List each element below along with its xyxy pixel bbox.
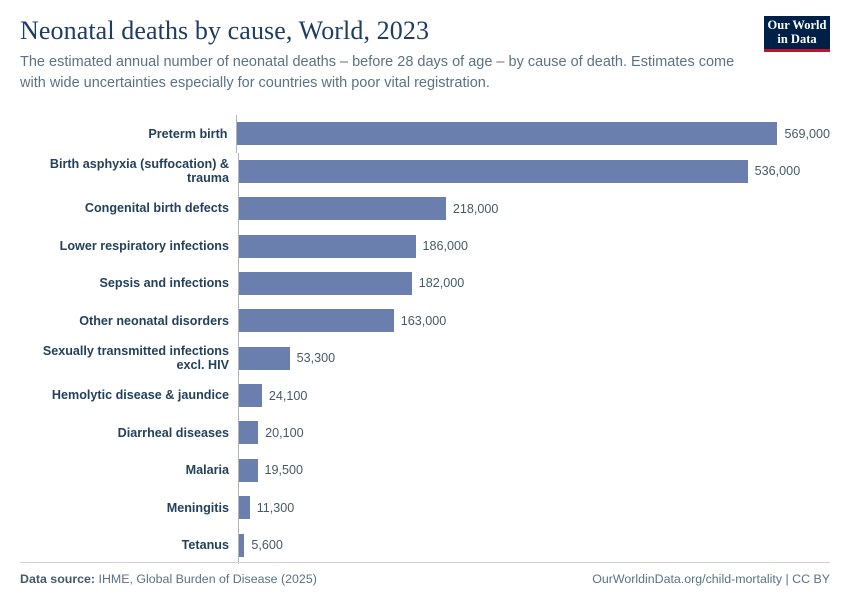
bar-row[interactable]: [20, 489, 830, 526]
bar[interactable]: [239, 384, 262, 407]
bar-value-label: 218,000: [452, 201, 499, 216]
bar[interactable]: [239, 347, 290, 370]
bar-row[interactable]: [20, 414, 830, 451]
bar-row[interactable]: [20, 452, 830, 489]
bar-track: [238, 302, 830, 339]
logo-line-1: Our World: [767, 17, 827, 32]
bar-track: [238, 452, 830, 489]
bar-label: Meningitis: [166, 500, 229, 515]
bar-value-label: 19,500: [264, 463, 304, 478]
bar[interactable]: [239, 272, 412, 295]
bar-label: Lower respiratory infections: [59, 238, 229, 253]
chart-header: [20, 16, 830, 93]
bar[interactable]: [239, 496, 250, 519]
bar-row[interactable]: [20, 340, 830, 377]
bar-row[interactable]: [20, 265, 830, 302]
bar-track: [236, 115, 830, 152]
bar-track: [238, 526, 830, 563]
footer-link[interactable]: OurWorldinData.org/child-mortality | CC BY: [592, 572, 830, 586]
bar-track: [238, 340, 830, 377]
chart-subtitle: The estimated annual number of neonatal deaths – before 28 days of age – by cause of death. Estimates come with wide uncertainties especially for countries with poor vital registration.: [20, 54, 735, 91]
bar-value-label: 20,100: [265, 425, 304, 440]
bar-row[interactable]: [20, 377, 830, 414]
logo-line-2: in Data: [777, 31, 817, 46]
data-source-text: IHME, Global Burden of Disease (2025): [98, 572, 317, 586]
bar-value-label: 569,000: [784, 126, 830, 141]
bar-row[interactable]: [20, 115, 830, 152]
chart-footer: [20, 562, 830, 586]
bar-label: Diarrheal diseases: [117, 425, 229, 440]
bar-value-label: 186,000: [422, 239, 469, 254]
bar-track: [238, 414, 830, 451]
bar-label: Malaria: [185, 463, 229, 478]
page-title: Neonatal deaths by cause, World, 2023: [20, 16, 430, 45]
bar-value-label: 24,100: [268, 388, 308, 403]
bar-track: [238, 489, 830, 526]
bar-value-label: 163,000: [400, 313, 447, 328]
bar-track: [238, 265, 830, 302]
bar-value-label: 182,000: [418, 276, 465, 291]
bar-row[interactable]: [20, 526, 830, 563]
bar-chart: [20, 115, 830, 555]
bar[interactable]: [239, 160, 748, 183]
bar-row[interactable]: [20, 190, 830, 227]
bar-row[interactable]: [20, 227, 830, 264]
bar[interactable]: [239, 421, 258, 444]
bar[interactable]: [239, 309, 394, 332]
bar[interactable]: [239, 197, 446, 220]
bar-label: Preterm birth: [148, 126, 228, 141]
bar-track: [238, 190, 830, 227]
bar-label: Hemolytic disease & jaundice: [51, 388, 229, 403]
bar-label: Sepsis and infections: [99, 276, 229, 291]
bar[interactable]: [239, 459, 258, 482]
bar-track: [238, 227, 830, 264]
bar-row[interactable]: [20, 302, 830, 339]
bar-label: Sexually transmitted infections excl. HIV: [42, 343, 229, 373]
bar-track: [238, 153, 830, 190]
bar-label: Congenital birth defects: [84, 201, 229, 216]
bar[interactable]: [237, 122, 777, 145]
bar-value-label: 5,600: [251, 538, 283, 553]
bar-track: [238, 377, 830, 414]
bar-label: Birth asphyxia (suffocation) & trauma: [49, 156, 229, 186]
bar-row[interactable]: [20, 153, 830, 190]
bar-label: Tetanus: [181, 537, 229, 552]
bar-rows: [20, 115, 830, 564]
our-world-in-data-logo[interactable]: [764, 16, 830, 52]
bar[interactable]: [239, 235, 416, 258]
bar-label: Other neonatal disorders: [79, 313, 229, 328]
bar-value-label: 536,000: [754, 164, 801, 179]
data-source: [20, 572, 317, 586]
bar-value-label: 11,300: [256, 500, 295, 515]
bar-value-label: 53,300: [296, 351, 336, 366]
data-source-label: Data source:: [20, 572, 96, 586]
